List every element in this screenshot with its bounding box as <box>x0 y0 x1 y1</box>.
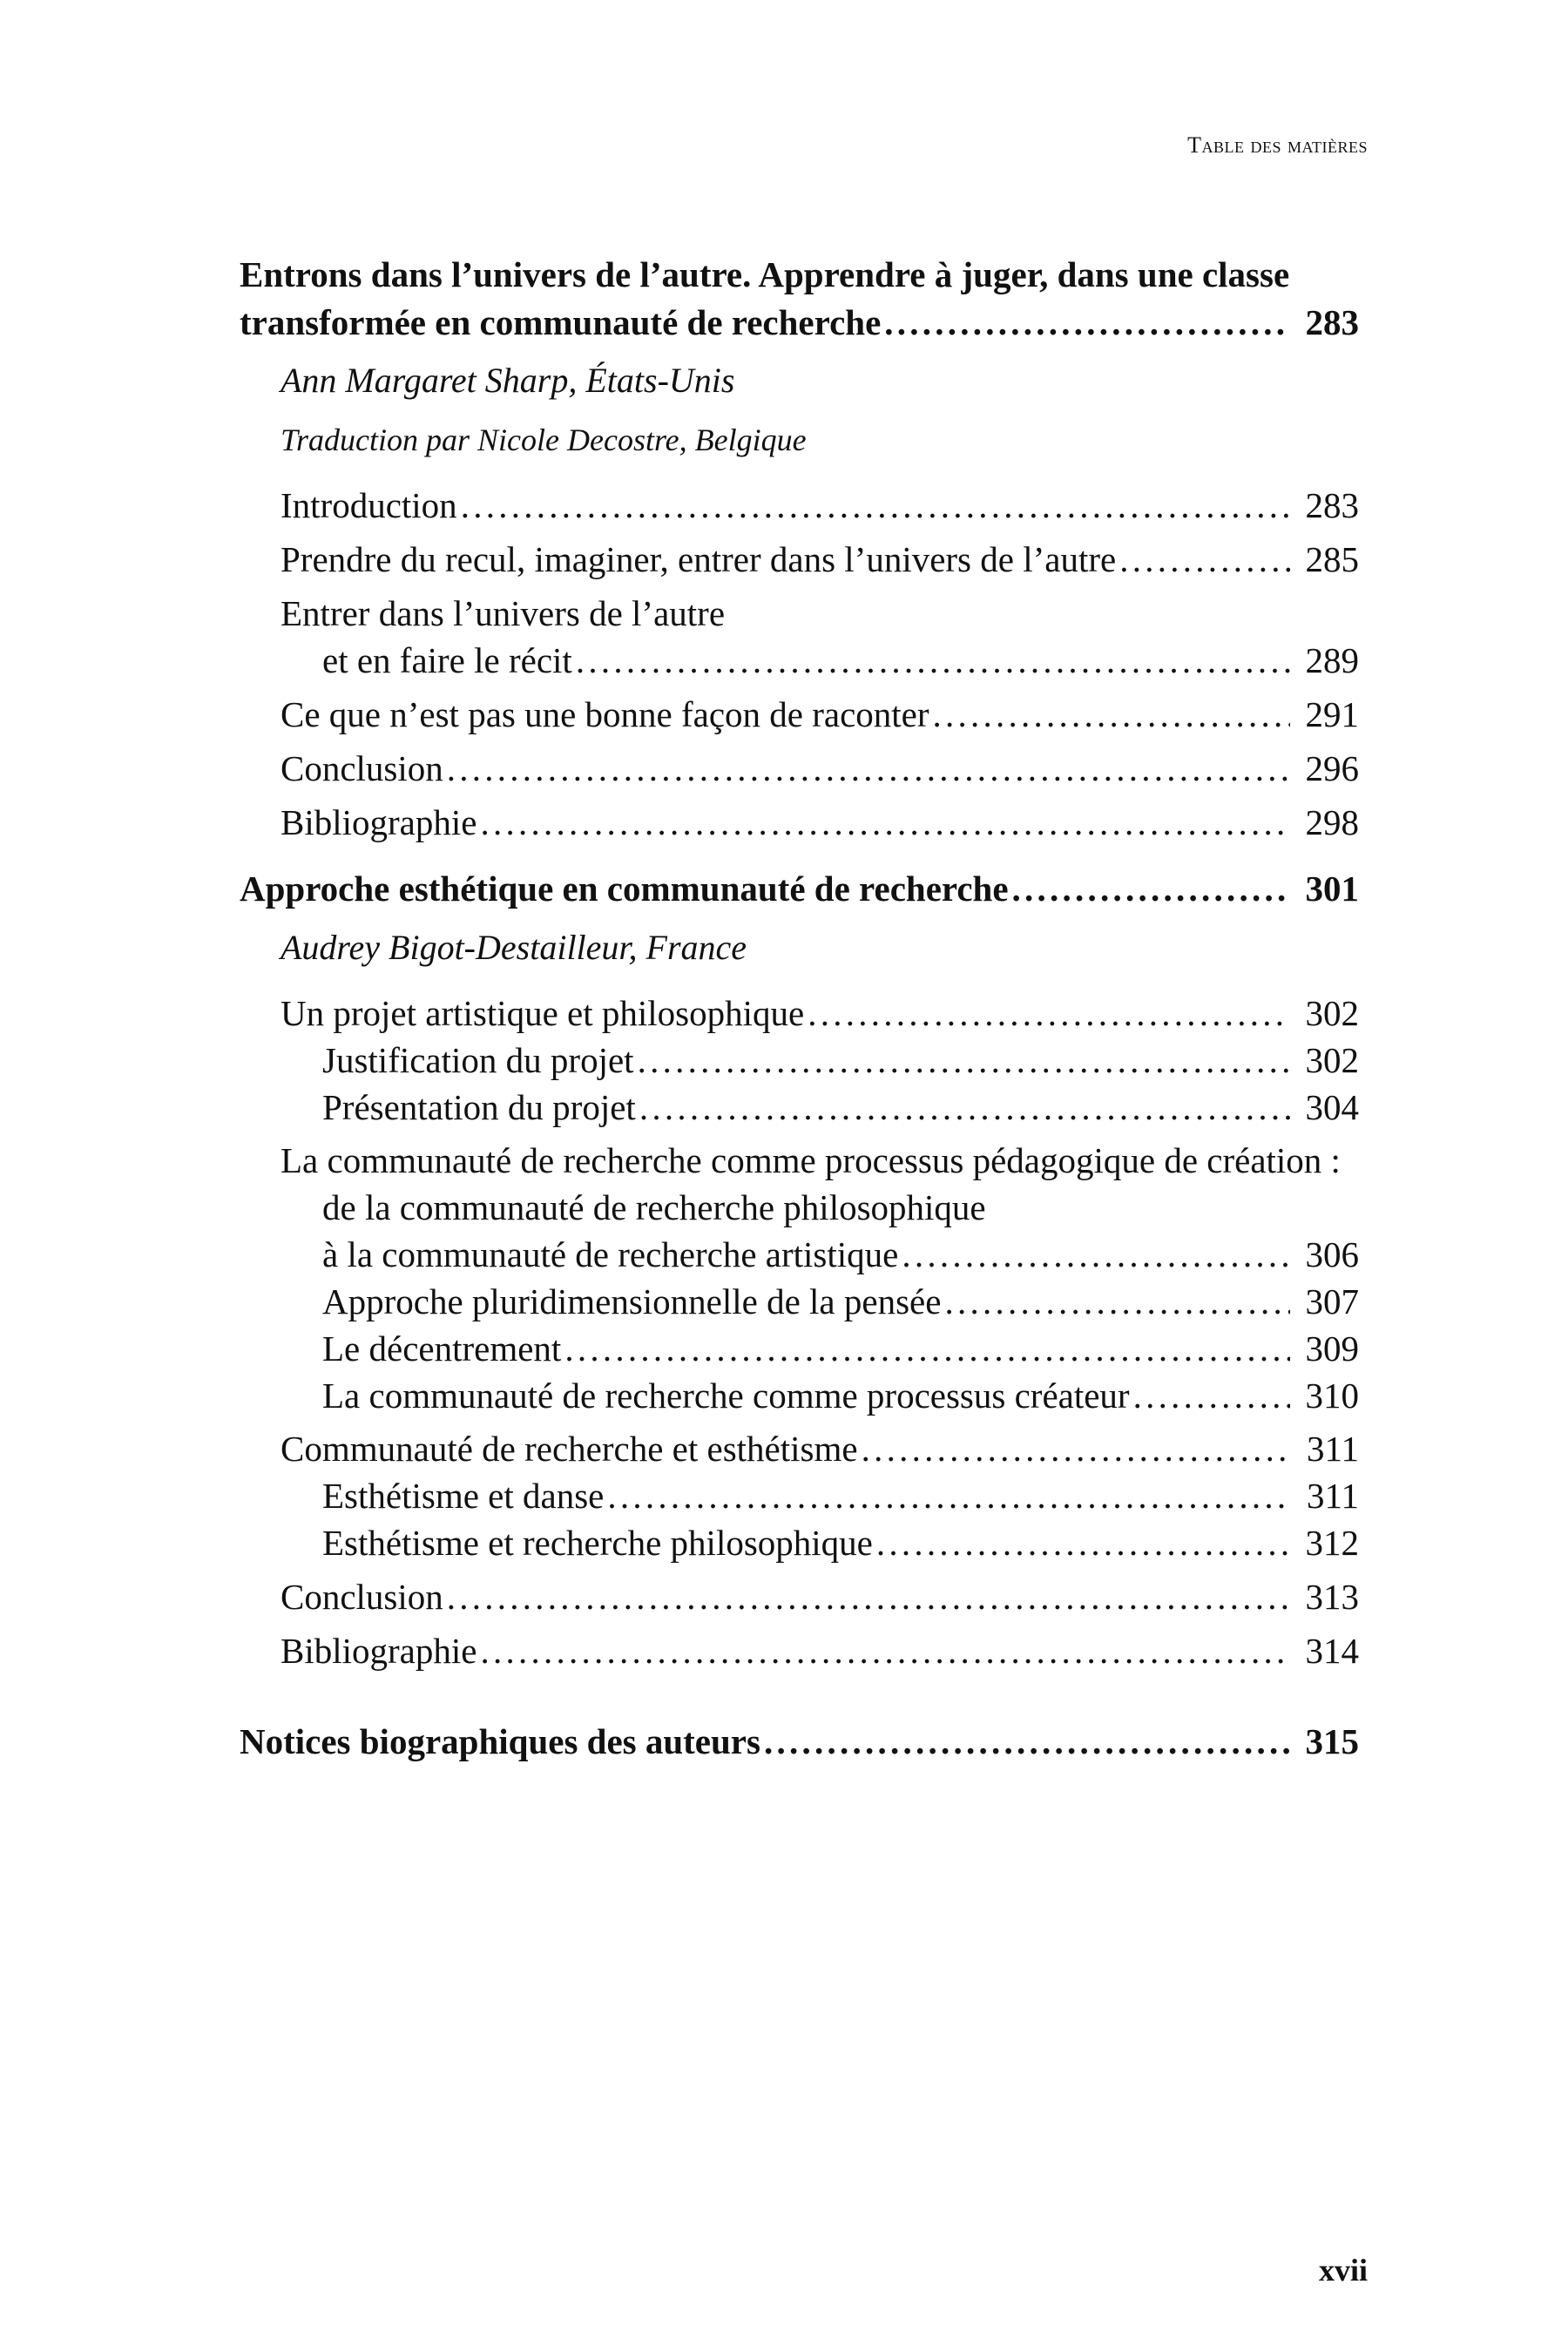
toc-entry[interactable] <box>280 1431 1359 1467</box>
translator-line: Traduction par Nicole Decostre, Belgique <box>280 422 807 457</box>
page-number: 289 <box>1305 640 1359 680</box>
page-number: 314 <box>1305 1631 1359 1671</box>
dot-leader <box>884 305 1290 341</box>
toc-entry[interactable] <box>322 1234 1359 1274</box>
section-label-line: de la communauté de recherche philosophique <box>322 1187 986 1227</box>
page-number: 283 <box>1305 485 1359 525</box>
dot-leader <box>447 1579 1290 1615</box>
page-number: 312 <box>1305 1523 1359 1563</box>
chapter-title: Notices biographiques des auteurs <box>240 1721 760 1761</box>
page-number: 304 <box>1305 1087 1359 1127</box>
dot-leader <box>576 643 1290 679</box>
dot-leader <box>564 1331 1290 1367</box>
toc-entry[interactable] <box>280 748 1359 788</box>
chapter-entry[interactable] <box>240 302 1359 342</box>
section-label: La communauté de recherche comme processus créateur <box>322 1375 1130 1416</box>
dot-leader <box>480 805 1290 841</box>
toc-entry[interactable] <box>280 485 1359 525</box>
page-number: 309 <box>1305 1328 1359 1369</box>
dot-leader <box>1012 871 1290 907</box>
page-number: 313 <box>1305 1577 1359 1617</box>
toc-entry[interactable] <box>280 1579 1359 1615</box>
toc-entry[interactable] <box>322 1040 1359 1080</box>
toc-entry[interactable] <box>322 1281 1359 1321</box>
section-label: Présentation du projet <box>322 1087 636 1127</box>
page-number: 296 <box>1305 748 1359 788</box>
dot-leader <box>902 1237 1290 1273</box>
toc-entry[interactable] <box>322 1087 1359 1127</box>
dot-leader <box>1119 542 1290 578</box>
dot-leader <box>607 1478 1290 1514</box>
section-label: et en faire le récit <box>322 640 572 680</box>
section-label: Bibliographie <box>280 802 477 842</box>
toc-entry[interactable] <box>280 694 1359 734</box>
toc-entry[interactable] <box>322 1478 1359 1514</box>
section-label: Introduction <box>280 485 457 525</box>
toc-entry[interactable] <box>280 539 1359 579</box>
author-line: Audrey Bigot-Destailleur, France <box>280 928 747 967</box>
section-label: Le décentrement <box>322 1328 562 1369</box>
dot-leader <box>1133 1378 1290 1414</box>
section-label: Prendre du recul, imaginer, entrer dans l’univers de l’autre <box>280 539 1117 579</box>
page-number: 310 <box>1305 1375 1359 1416</box>
page-number: 291 <box>1305 694 1359 734</box>
page-number: 298 <box>1305 802 1359 842</box>
section-label: Justification du projet <box>322 1040 634 1080</box>
section-label: Conclusion <box>280 748 443 788</box>
dot-leader <box>480 1633 1290 1669</box>
dot-leader <box>638 1043 1290 1078</box>
section-label: Bibliographie <box>280 1631 477 1671</box>
chapter-title-line: Entrons dans l’univers de l’autre. Apprendre à juger, dans une classe <box>240 254 1290 294</box>
section-label: à la communauté de recherche artistique <box>322 1234 899 1274</box>
dot-leader <box>461 488 1290 524</box>
author-line: Ann Margaret Sharp, États-Unis <box>280 361 735 400</box>
section-label: Esthétisme et recherche philosophique <box>322 1523 873 1563</box>
section-label: Conclusion <box>280 1577 443 1617</box>
page-number: 301 <box>1305 868 1359 909</box>
page-number: 302 <box>1305 1040 1359 1080</box>
dot-leader <box>808 996 1290 1031</box>
toc-entry[interactable] <box>280 1633 1359 1669</box>
chapter-title: Approche esthétique en communauté de recherche <box>240 868 1009 909</box>
toc-entry[interactable] <box>280 802 1359 842</box>
chapter-entry[interactable] <box>240 868 1359 909</box>
dot-leader <box>764 1724 1290 1760</box>
page-number: 285 <box>1305 539 1359 579</box>
page-number: 283 <box>1305 302 1359 342</box>
toc-entry[interactable] <box>322 1375 1359 1416</box>
dot-leader <box>447 751 1290 787</box>
chapter-title: transformée en communauté de recherche <box>240 302 882 342</box>
page-number: 307 <box>1305 1281 1359 1321</box>
chapter-entry[interactable] <box>240 1721 1359 1761</box>
dot-leader <box>933 697 1290 733</box>
dot-leader <box>944 1284 1290 1320</box>
page-number: 311 <box>1307 1476 1359 1516</box>
dot-leader <box>862 1431 1290 1467</box>
toc-entry[interactable] <box>322 1328 1359 1369</box>
section-label-line: La communauté de recherche comme processus pédagogique de création : <box>280 1140 1341 1180</box>
dot-leader <box>639 1090 1290 1125</box>
section-label: Communauté de recherche et esthétisme <box>280 1429 858 1469</box>
section-label: Approche pluridimensionnelle de la pensée <box>322 1281 942 1321</box>
toc-entry[interactable] <box>322 1525 1359 1561</box>
toc-entry[interactable] <box>280 993 1359 1033</box>
toc-entry[interactable] <box>322 640 1359 680</box>
section-label: Ce que n’est pas une bonne façon de raconter <box>280 694 929 734</box>
section-label: Esthétisme et danse <box>322 1476 605 1516</box>
section-label-line: Entrer dans l’univers de l’autre <box>280 593 726 633</box>
dot-leader <box>876 1525 1290 1561</box>
page-number: 311 <box>1307 1429 1359 1469</box>
page-number: 302 <box>1305 993 1359 1033</box>
page-number: 306 <box>1305 1234 1359 1274</box>
running-head: Table des matières <box>1187 132 1368 158</box>
section-label: Un projet artistique et philosophique <box>280 993 805 1033</box>
page-number: 315 <box>1305 1721 1359 1761</box>
page-folio: xvii <box>1318 2253 1368 2288</box>
